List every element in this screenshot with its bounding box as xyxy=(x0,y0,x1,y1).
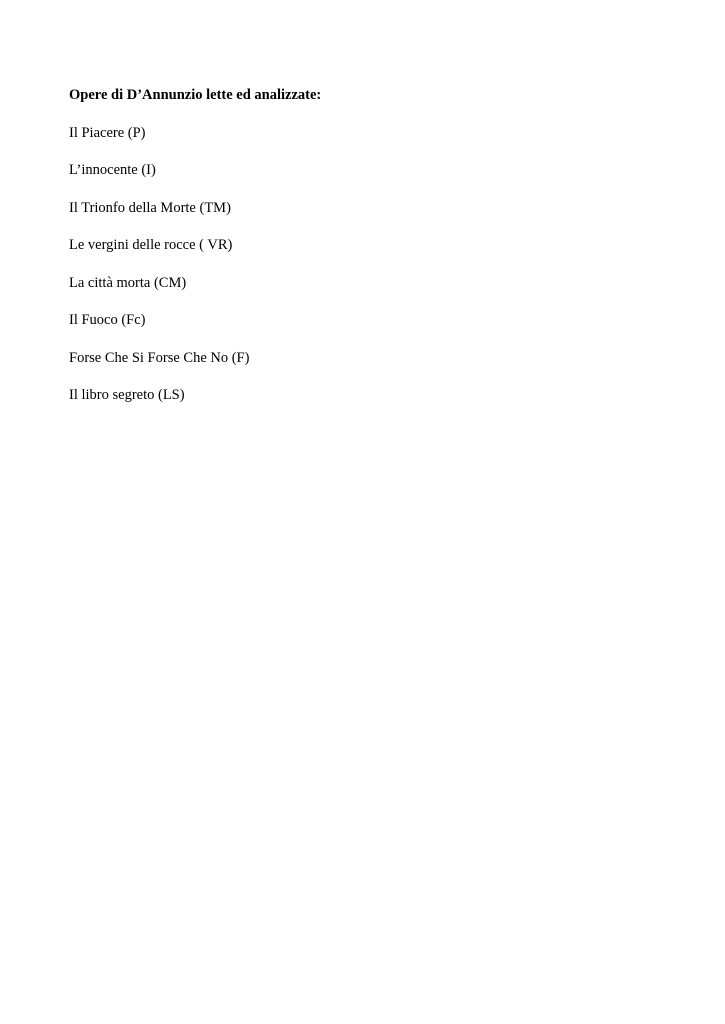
work-item-trionfo-della-morte: Il Trionfo della Morte (TM) xyxy=(69,199,231,216)
document-body xyxy=(69,86,669,424)
work-item-vergini-delle-rocce: Le vergini delle rocce ( VR) xyxy=(69,237,233,253)
work-item-il-piacere: Il Piacere (P) xyxy=(69,124,146,141)
work-item-forse-che-si: Forse Che Si Forse Che No (F) xyxy=(69,349,250,366)
document-heading: Opere di D’Annunzio lette ed analizzate: xyxy=(69,87,322,103)
work-item-il-fuoco: Il Fuoco (Fc) xyxy=(69,312,146,328)
work-item-libro-segreto: Il libro segreto (LS) xyxy=(69,387,185,403)
work-item-innocente: L’innocente (I) xyxy=(69,162,156,178)
work-item-citta-morta: La città morta (CM) xyxy=(69,274,187,291)
works-list xyxy=(69,124,669,424)
